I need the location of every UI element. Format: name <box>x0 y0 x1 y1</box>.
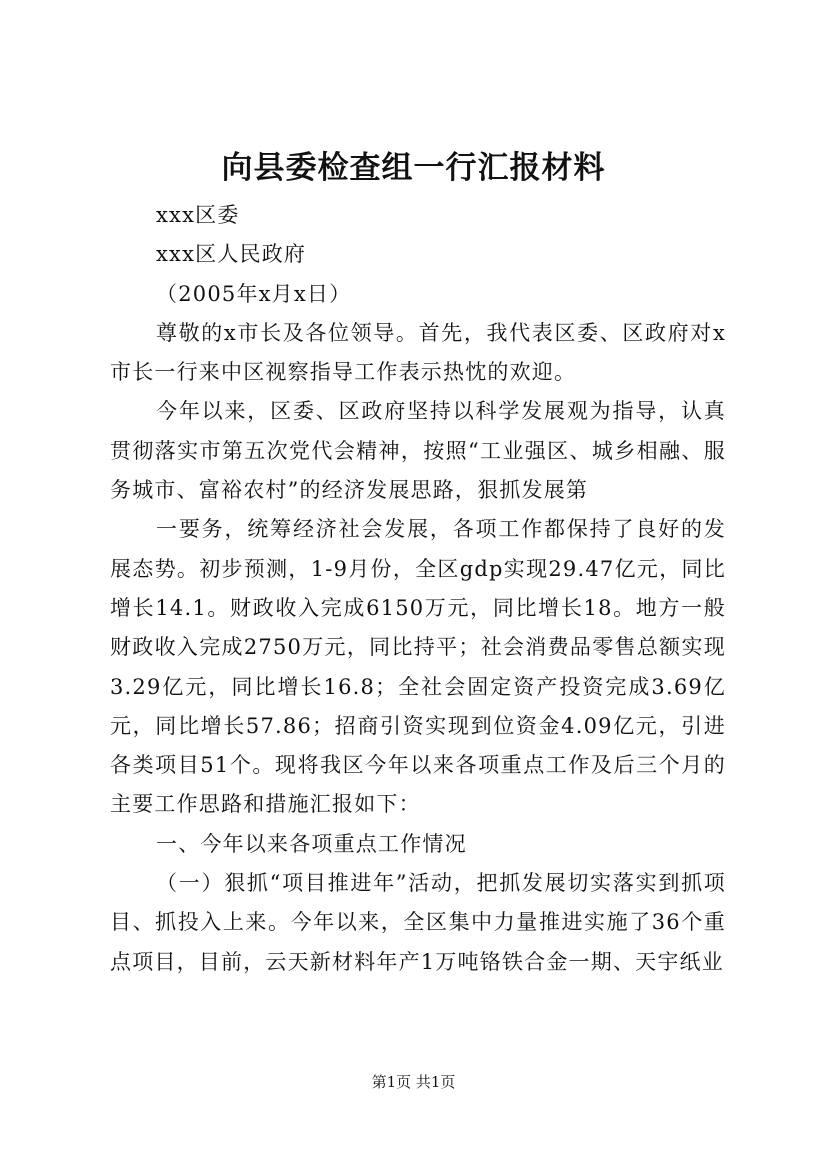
paragraph-statistics: 一要务，统筹经济社会发展，各项工作都保持了良好的发展态势。初步预测，1-9月份，全区gdp实现29.47亿元，同比增长14.1。财政收入完成6150万元，同比增长18。地方一般财政收入完成2750万元，同比持平；社会消费品零售总额实现3.29亿元，同比增长16.8；全社会固定资产投资完成3.69亿元，同比增长57.86；招商引资实现到位资金4.09亿元，引进各类项目51个。现将我区今年以来各项重点工作及后三个月的主要工作思路和措施汇报如下： <box>110 517 726 817</box>
header-line-district-government: xxx区人民政府 <box>156 242 307 267</box>
paragraph-projects: （一）狠抓“项目推进年”活动，把抓发展切实落实到抓项目、抓投入上来。今年以来，全区集中力量推进实施了36个重点项目，目前，云天新材料年产1万吨铬铁合金一期、天宇纸业 <box>110 871 726 974</box>
document-title: 向县委检查组一行汇报材料 <box>221 150 606 186</box>
document-body <box>110 196 726 982</box>
header-line-district-committee: xxx区委 <box>156 203 240 227</box>
header-line-date: （2005年x月x日） <box>156 281 352 306</box>
paragraph-greeting: 尊敬的x市长及各位领导。首先，我代表区委、区政府对x市长一行来中区视察指导工作表示热忱的欢迎。 <box>110 320 726 385</box>
section-heading-1: 一、今年以来各项重点工作情况 <box>156 831 467 856</box>
paragraph-overview: 今年以来，区委、区政府坚持以科学发展观为指导，认真贯彻落实市第五次党代会精神，按照“工业强区、城乡相融、服务城市、富裕农村”的经济发展思路，狠抓发展第 <box>110 399 726 503</box>
page-footer: 第1页 共1页 <box>371 1073 456 1091</box>
